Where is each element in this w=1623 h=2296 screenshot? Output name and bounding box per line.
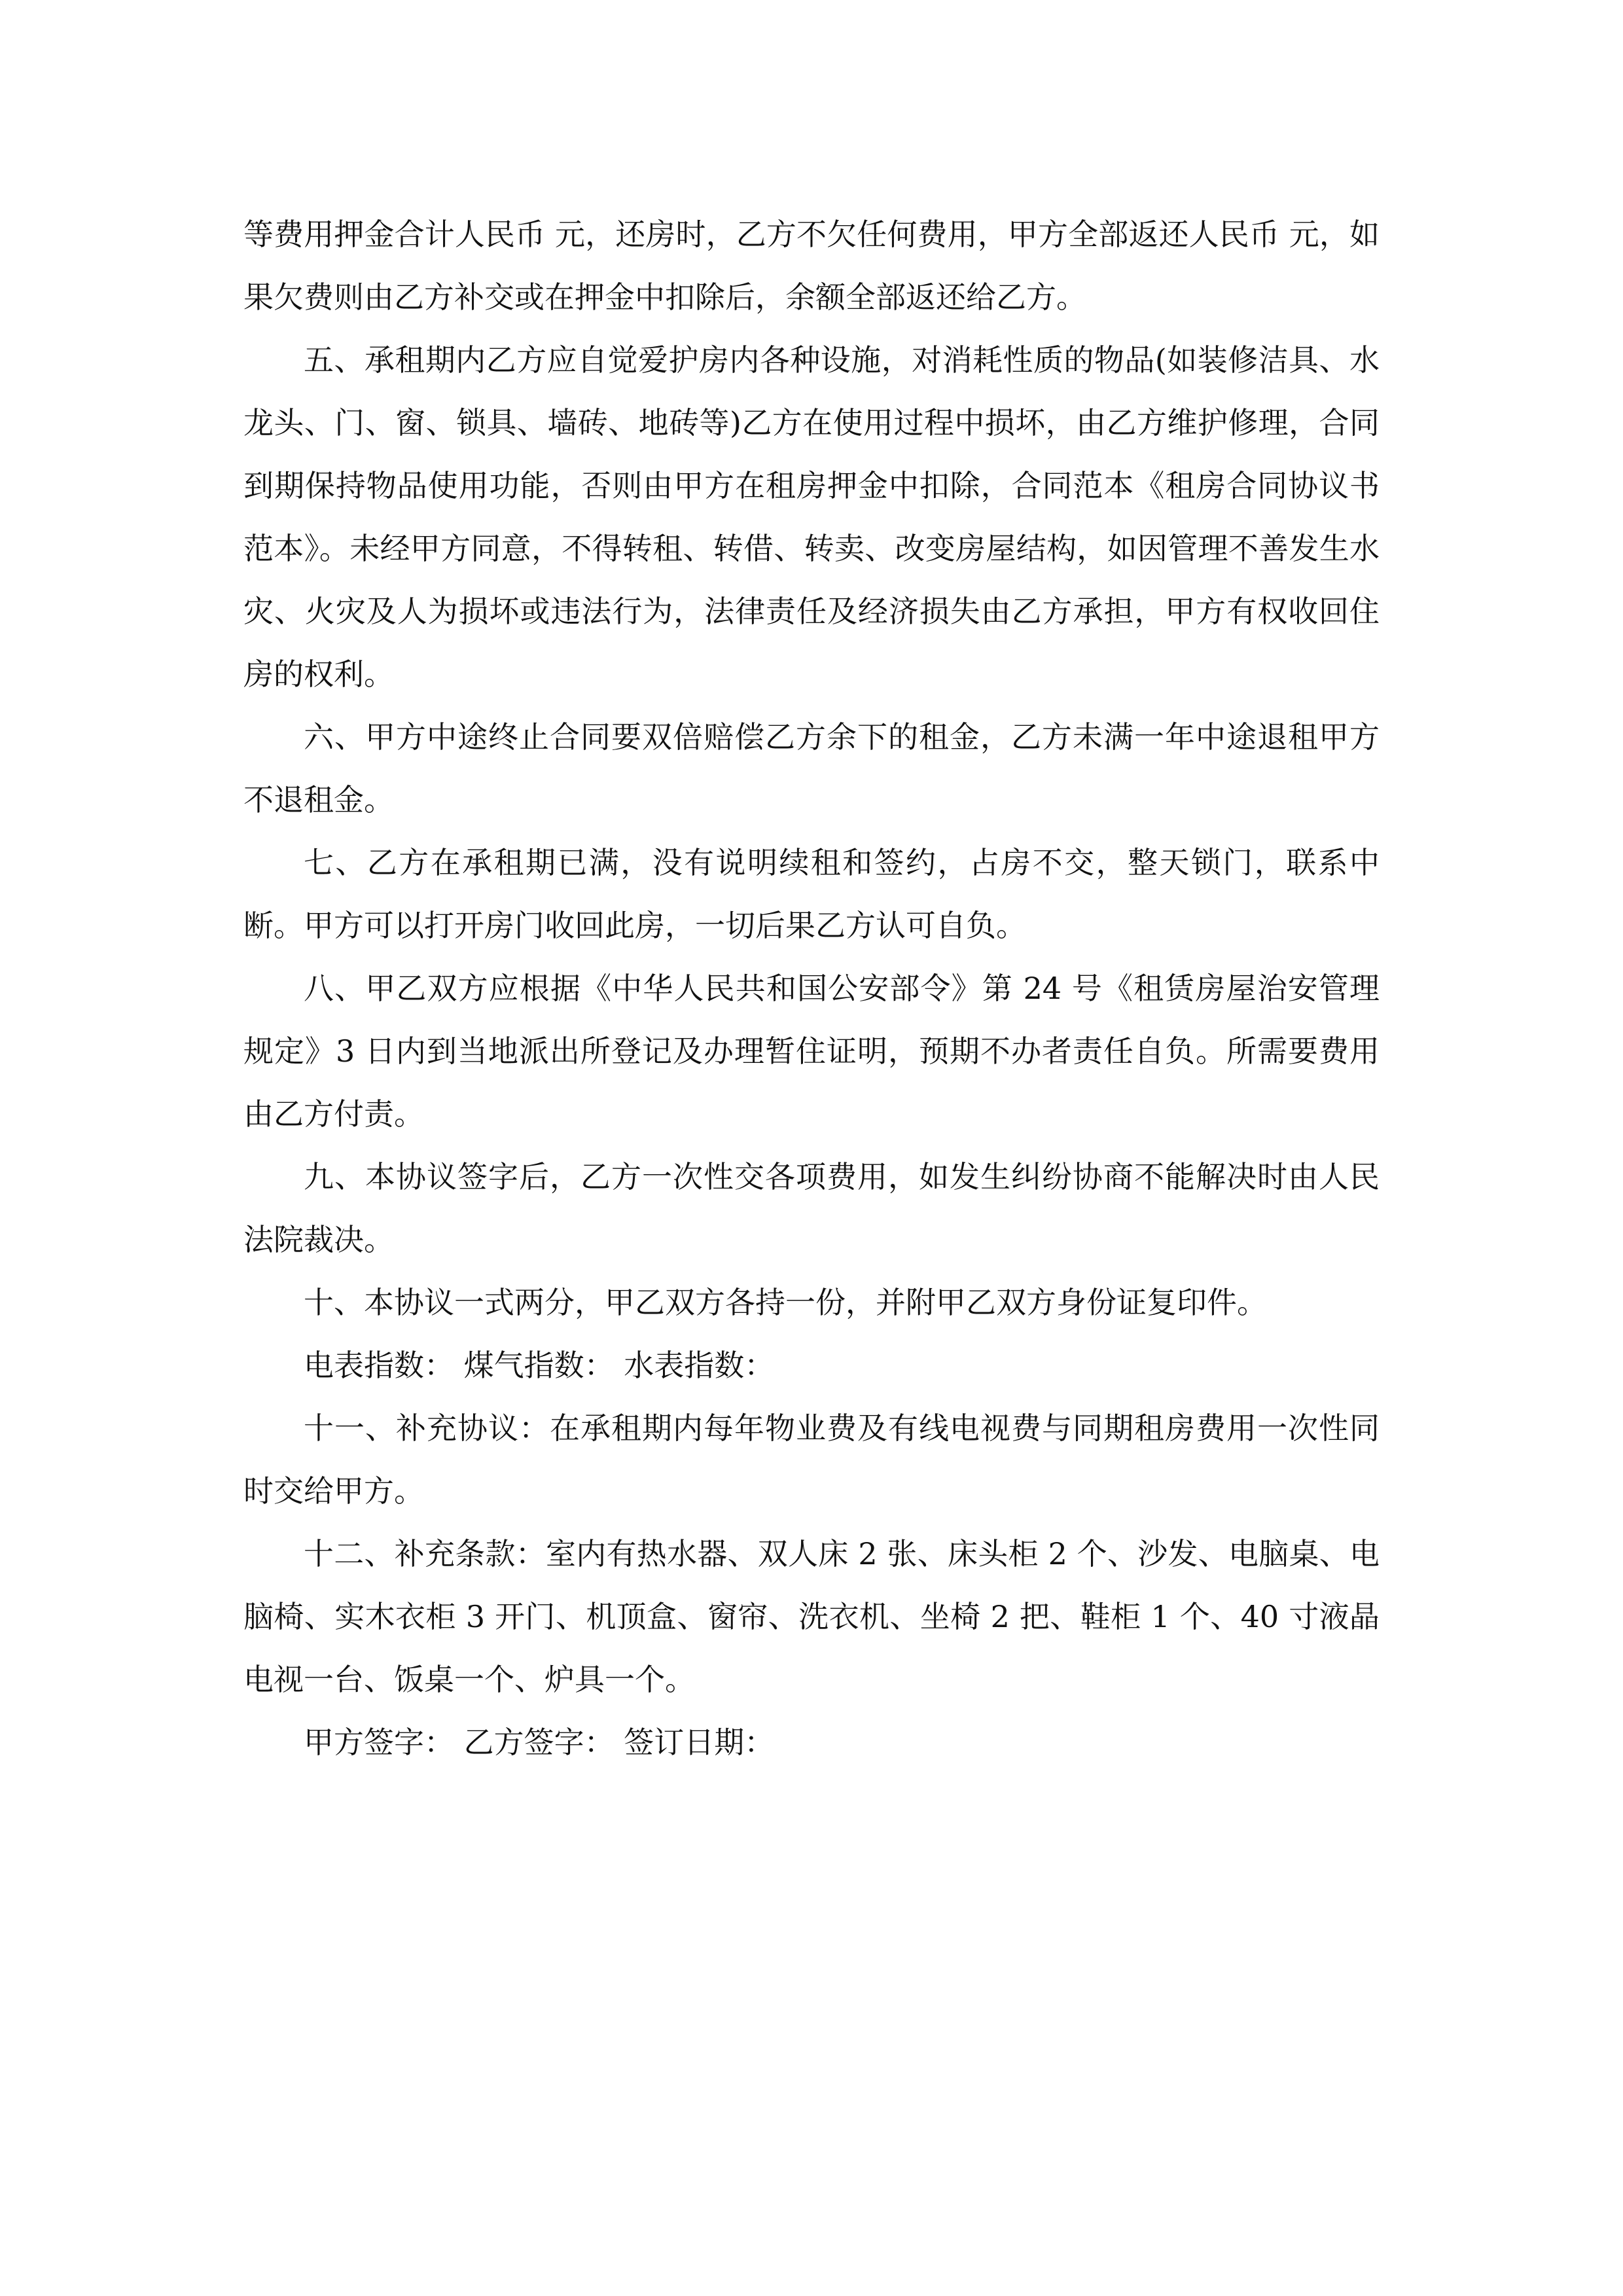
paragraph-meter-readings: 电表指数： 煤气指数： 水表指数： <box>304 1348 775 1383</box>
paragraph-clause-9: 九、本协议签字后，乙方一次性交各项费用，如发生纠纷协商不能解决时由人民法院裁决。 <box>243 1159 1380 1257</box>
document-body <box>243 203 1380 1774</box>
paragraph-clause-8: 八、甲乙双方应根据《中华人民共和国公安部令》第 24 号《租赁房屋治安管理规定》3 日内到当地派出所登记及办理暂住证明，预期不办者责任自负。所需要费用由乙方付责。 <box>243 971 1380 1132</box>
paragraph-clause-11: 十一、补充协议：在承租期内每年物业费及有线电视费与同期租房费用一次性同时交给甲方。 <box>243 1410 1380 1509</box>
paragraph-clause-7: 七、乙方在承租期已满，没有说明续租和签约，占房不交，整天锁门，联系中断。甲方可以打开房门收回此房，一切后果乙方认可自负。 <box>243 845 1380 943</box>
paragraph-deposit: 等费用押金合计人民币 元，还房时，乙方不欠任何费用，甲方全部返还人民币 元，如果欠费则由乙方补交或在押金中扣除后，余额全部返还给乙方。 <box>243 217 1380 315</box>
paragraph-signatures: 甲方签字： 乙方签字： 签订日期： <box>304 1725 775 1760</box>
paragraph-clause-12: 十二、补充条款：室内有热水器、双人床 2 张、床头柜 2 个、沙发、电脑桌、电脑椅、实木衣柜 3 开门、机顶盒、窗帘、洗衣机、坐椅 2 把、鞋柜 1 个、40 寸液晶电视一台、饭桌一个、炉具一个。 <box>243 1536 1380 1697</box>
paragraph-clause-10: 十、本协议一式两分，甲乙双方各持一份，并附甲乙双方身份证复印件。 <box>304 1285 1267 1320</box>
paragraph-clause-5: 五、承租期内乙方应自觉爱护房内各种设施，对消耗性质的物品(如装修洁具、水龙头、门、窗、锁具、墙砖、地砖等)乙方在使用过程中损坏，由乙方维护修理，合同到期保持物品使用功能，否则由甲方在租房押金中扣除，合同范本《租房合同协议书范本》。未经甲方同意，不得转租、转借、转卖、改变房屋结构，如因管理不善发生水灾、火灾及人为损坏或违法行为，法律责任及经济损失由乙方承担，甲方有权收回住房的权利。 <box>243 342 1380 692</box>
paragraph-clause-6: 六、甲方中途终止合同要双倍赔偿乙方余下的租金，乙方未满一年中途退租甲方不退租金。 <box>243 719 1380 817</box>
